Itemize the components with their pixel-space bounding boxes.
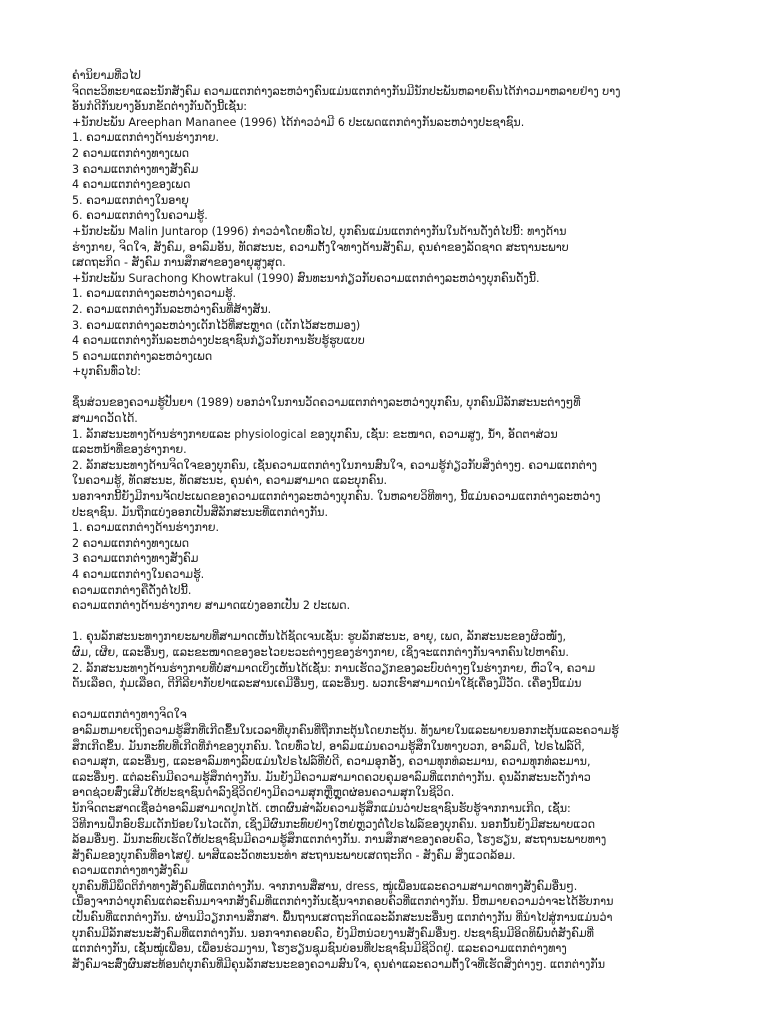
text-line: ສັງຄົມຈະສົ່ງຜົນສະທ້ອນຕໍ່ບຸກຄົນທີ່ມີຄຸນລັກສະນະຂອງຄວາມສົນໃຈ, ຄຸນຄ່າແລະຄວາມຕັ້ງໃຈທີ່ເຮັດສິ່ງຕ່າງໆ. ແຕກຕ່າງກັນ [72,957,606,971]
text-line: ເປັນຄົນທີ່ແຕກຕ່າງກັນ. ຜ່ານມີວຽກການສຶກສາ. ພື້ນຖານເສດຖະກິດແລະລັກສະນະອື່ນໆ ແຕກຕ່າງກັນ ທີ່ນໍາໄປສູ່ການແມ່ນວ່າ [72,911,613,925]
text-line: 4 ຄວາມແຕກຕ່າງໃນຄວາມຮູ້. [72,568,205,581]
text-line: 3 ຄວາມແຕກຕ່າງທາງສັງຄົມ [72,162,199,176]
text-line: ຄວາມແຕກຕ່າງຄືດັ່ງຕໍ່ໄປນີ້. [72,583,192,597]
text-line: ຮ່າງກາຍ, ຈິດໃຈ, ສັງຄົມ, ອາລົມອັນ, ທັດສະນະ, ຄວາມຕັ້ງໃຈທາງດ້ານສັງຄົມ, ຄຸນຄ່າຂອງລັດຊາດ ສະຖານະພາບ [72,240,569,254]
text-line: 2 ຄວາມແຕກຕ່າງທາງເພດ [72,146,190,160]
text-line: ອາລົມຫມາຍເຖິງຄວາມຮູ້ສຶກທີ່ເກີດຂຶ້ນໃນເວລາທີ່ບຸກຄົນທີ່ຖືກກະຕຸ້ນໂດຍກະຕຸ້ນ. ທັງພາຍໃນແລະພາຍນອກກະຕຸ້ນແລະຄວາມຮູ້ [72,723,619,737]
text-line: 1. ຄວາມແຕກຕ່າງລະຫວ່າງຄວາມຮູ້. [72,287,236,301]
text-line: ນອກຈາກນີ້ຍັງມີການຈັດປະເພດຂອງຄວາມແຕກຕ່າງລະຫວ່າງບຸກຄົນ. ໃນຫລາຍວິທີທາງ, ນີ້ແມ່ນຄວາມແຕກຕ່າງລະຫວ່າງ [72,490,601,504]
text-line: ຄໍານິຍາມທີ່ວໄປ [72,69,141,82]
text-line: ປະຊາຊົນ. ມັນຖືກແບ່ງອອກເປັນສີ່ລັກສະນະທີ່ແຕກຕ່າງກັນ. [72,505,329,519]
text-line: 1. ຄວາມແຕກຕ່າງດ້ານຮ່າງກາຍ. [72,521,220,535]
text-line: ຄວາມແຕກຕ່າງທາງສັງຄົມ [72,864,188,878]
text-line: ຈິດຕະວິທະຍາແລະນັກສັງຄົມ ຄວາມແຕກຕ່າງລະຫວ່າງຄົນແມ່ນແຕກຕ່າງກັນມີນັກປະພັນຫລາຍຄົນໄດ້ກ່າວມາຫລາຍຢ່າງ ບາງ [72,84,621,98]
text-line: ເນື່ອງຈາກວ່າບຸກຄົນແຕ່ລະຄົນມາຈາກສັງຄົມທີ່ແຕກຕ່າງກັນເຊັ່ນຈາກຄອບຄົວທີ່ແຕກຕ່າງກັນ. ນີ້ຫມາຍຄວາມວ່າຈະໄດ້ຮັບການ [72,895,614,909]
text-line: +ນັກປະພັນ Malin Juntarop (1996) ກ່າວວ່າໂດຍທົ່ວໄປ, ບຸກຄົນແມ່ນແຕກຕ່າງກັນໃນດ້ານດັ່ງຕໍ່ໄປນີ້: ທາງດ້ານ [72,224,567,238]
blank-line [72,692,696,708]
text-line: ສາມາດວັດໄດ້. [72,412,138,426]
text-line: 3. ຄວາມແຕກຕ່າງລະຫວ່າງເດັກໄວ້ທີ່ສະຫຼາດ (ເດັກໄວ້ສະຫມອງ) [72,318,361,332]
text-line: ສຶກເກີດຂຶ້ນ. ມັນກະທົບທີ່ເກີດທີ່ກໍາຂອງບຸກຄົນ. ໂດຍທົ່ວໄປ, ອາລົມແມ່ນຄວາມຮູ້ສຶກໃນທາງບວກ, ອາລົມດີ, ໄປຣໄຟລ໌ດີ, [72,739,585,753]
text-line: +ນັກປະພັນ Areephan Mananee (1996) ໄດ້ກ່າວວ່າມີ 6 ປະເພດແຕກຕ່າງກັນລະຫວ່າງປະຊາຊົນ. [72,115,525,129]
text-line: ບຸກຄົນທີ່ມີພຶດຕິກໍາທາງສັງຄົມທີ່ແຕກຕ່າງກັນ. ຈາກການສື່ສານ, dress, ໝູ່ເພື່ອນແລະຄວາມສາມາດທາງສັງຄົມອື່ນໆ. [72,879,578,893]
text-line: ນັກຈິດຕະສາດເຊື່ອວ່າອາລົມສາມາດປູກໄດ້. ເຫດຜົນສໍາລັບຄວາມຮູ້ສຶກແມ່ນວ່າປະຊາຊົນຮັບຮູ້ຈາກການເກີດ, ເຊັ່ນ: [72,801,571,815]
text-line: 2. ຄວາມແຕກຕ່າງກັນລະຫວ່າງຄົນທີ່ສ້າງສັນ. [72,302,272,316]
blank-line [72,614,696,630]
text-line: ບຸກຄົນມີລັກສະນະສັງຄົມທີ່ແຕກຕ່າງກັນ. ນອກຈາກຄອບຄົວ, ຍັງມີຫນ່ວຍງານສັງຄົມອື່ນໆ. ປະຊາຊົນມີອິດທິພົນຕໍ່ສັງຄົມທີ່ [72,926,594,940]
text-line: 4 ຄວາມແຕກຕ່າງຂອງເພດ [72,178,191,192]
text-line: ລ້ອມອື່ນໆ. ມັນກະທົບເຮັດໃຫ້ປະຊາຊົນມີຄວາມຮູ້ສຶກແຕກຕ່າງກັນ. ການສຶກສາຂອງຄອບຄົວ, ໂຮງຮຽນ, ສະຖານະພາບທາງ [72,833,607,847]
text-line: ຊຶ່ນສ່ວນຂອງຄວາມຮູ້ປັນຍາ (1989) ບອກວ່າໃນການວັດຄວາມແຕກຕ່າງລະຫວ່າງບຸກຄົນ, ບຸກຄົນມີລັກສະນະຕ່າງໆທີ່ [72,396,581,410]
blank-line [72,380,696,396]
text-line: +ນັກປະພັນ Surachong Khowtrakul (1990) ສົນທະນາກ່ຽວກັບຄວາມແຕກຕ່າງລະຫວ່າງບຸກຄົນດັ່ງນີ້. [72,271,540,285]
text-line: 1. ລັກສະນະທາງດ້ານຮ່າງກາຍແລະ physiological ຂອງບຸກຄົນ, ເຊັ່ນ: ຂະໜາດ, ຄວາມສູງ, ນ້ຳ, ອັດຕາສ່ວນ [72,427,558,441]
text-line: ຄວາມແຕກຕ່າງດ້ານຮ່າງກາຍ ສາມາດແບ່ງອອກເປັນ 2 ປະເພດ. [72,599,351,613]
text-line: ເສດຖະກິດ - ສັງຄົມ ການສຶກສາຂອງອາຍຸສູງສຸດ. [72,256,286,270]
text-line: 6. ຄວາມແຕກຕ່າງໃນຄວາມຮູ້. [72,209,208,223]
text-line: ຜົມ, ເຜີຍ, ແລະອື່ນໆ, ແລະຂະໜາດຂອງອະໄວຍະວະຕ່າງໆຂອງຮ່າງກາຍ, ເຊິ່ງຈະແຕກຕ່າງກັນຈາກຄົນໄປຫາຄົນ. [72,645,569,659]
text-line: ວິທີການຝຶກອົບຮົມເດັກນ້ອຍໃນໄວເດັກ, ເຊິ່ງມີຜົນກະທົບຢ່າງໃຫຍ່ຫຼວງຕໍ່ໂປຣໄຟລ໌ຂອງບຸກຄົນ. ນອກນັ້ນຍັງມີສະພາບແວດ [72,817,596,831]
text-line: 1. ຄວາມແຕກຕ່າງດ້ານຮ່າງກາຍ. [72,131,220,145]
text-line: ອາດຊ່ວຍສົ່ງເສີມໃຫ້ປະຊາຊົນດໍາລົງຊີວິດຢ່າງມີຄວາມສຸກຫຼືຫຼຸດຜ່ອນຄວາມສຸກໃນຊີວິດ. [72,786,455,800]
text-line: ອັນກໍດີກັນບາງອັນກຂັດຕ່າງກັນດັ່ງນີ້ເຊັ່ນ: [72,100,248,114]
text-line: ແລະຫນ້າທີ່ຂອງຮ່າງກາຍ. [72,443,187,457]
text-line: 2. ລັກສະນະທາງດ້ານຈິດໃຈຂອງບຸກຄົນ, ເຊັ່ນຄວາມແຕກຕ່າງໃນການສົນໃຈ, ຄວາມຮູ້ກ່ຽວກັບສິ່ງຕ່າງໆ. ຄວາມແຕກຕ່າງ [72,458,598,472]
text-line: 3 ຄວາມແຕກຕ່າງທາງສັງຄົມ [72,552,199,566]
text-line: 2 ຄວາມແຕກຕ່າງທາງເພດ [72,536,190,550]
text-line: ຄວາມແຕກຕ່າງທາງຈິດໃຈ [72,708,187,722]
text-line: ດັນເລືອດ, ກຸ່ມເລືອດ, ຕີກີລີຍາກັບຢາແລະສານເຄມີອື່ນໆ, ແລະອື່ນໆ. ພວກເຮົາສາມາດນໍາໃຊ້ເຄື່ອງມືວັດ. ເຄື່ອງນີ້ແມ່ນ [72,677,582,691]
text-line: 5. ຄວາມແຕກຕ່າງໃນອາຍຸ [72,193,189,207]
text-line: ໃນຄວາມຮູ້, ທັດສະນະ, ທັດສະນະ, ຄຸນຄ່າ, ຄວາມສາມາດ ແລະບຸກຄົນ. [72,474,388,488]
text-line: ສັງຄົມຂອງບຸກຄົນທີ່ອາໄສຢູ່. ພາສີແລະວັດທະນະທໍາ ສະຖານະພາບເສດຖະກິດ - ສັງຄົມ ສິ່ງແວດລ້ອມ. [72,848,516,862]
text-line: 5 ຄວາມແຕກຕ່າງລະຫວ່າງເພດ [72,349,213,363]
text-line: ແຕກຕ່າງກັນ, ເຊັ່ນໝູ່ເພື່ອນ, ເພື່ອນຮ່ວມງານ, ໂຮງຮຽນຊຸມຊົນບ່ອນທີ່ປະຊາຊົນມີຊີວິດຢູ່. ແລະຄວາມແຕກຕ່າງທາງ [72,942,567,956]
text-line: +ບຸກຄົນທົ່ວໄປ: [72,365,142,379]
text-line: ແລະອື່ນໆ. ແຕ່ລະຄົນມີຄວາມຮູ້ສຶກຕ່າງກັນ. ມັນຍັງມີຄວາມສາມາດຄວບຄຸມອາລົມທີ່ແຕກຕ່າງກັນ. ຄຸນລັກສະນະດັ່ງກ່າວ [72,770,591,784]
text-line: ຄວາມສຸກ, ແລະອື່ນໆ, ແລະອາລົມທາງລົບແມ່ນໂປຣໄຟລ໌ທີ່ບໍ່ດີ, ຄວາມອຸກອັ່ງ, ຄວາມທຸກທໍລະມານ, ຄວາມທຸກທໍລະມານ, [72,755,591,769]
text-line: 2. ລັກສະນະທາງດ້ານຮ່າງກາຍທີ່ບໍ່ສາມາດເບິ່ງເຫັນໄດ້ເຊັ່ນ: ການເຮັດວຽກຂອງລະບົບຕ່າງໆໃນຮ່າງກາຍ, ຫົວໃຈ, ຄວາມ [72,661,596,675]
text-line: 4 ຄວາມແຕກຕ່າງກັນລະຫວ່າງປະຊາຊົນກ່ຽວກັບການຮັບຮູ້ຮູບແບບ [72,334,365,348]
text-line: 1. ຄຸນລັກສະນະທາງກາຍະພາບທີ່ສາມາດເຫັນໄດ້ຊັດເຈນເຊັ່ນ: ຮູບລັກສະນະ, ອາຍຸ, ເພດ, ລັກສະນະຂອງຜິວໜັງ, [72,630,567,644]
